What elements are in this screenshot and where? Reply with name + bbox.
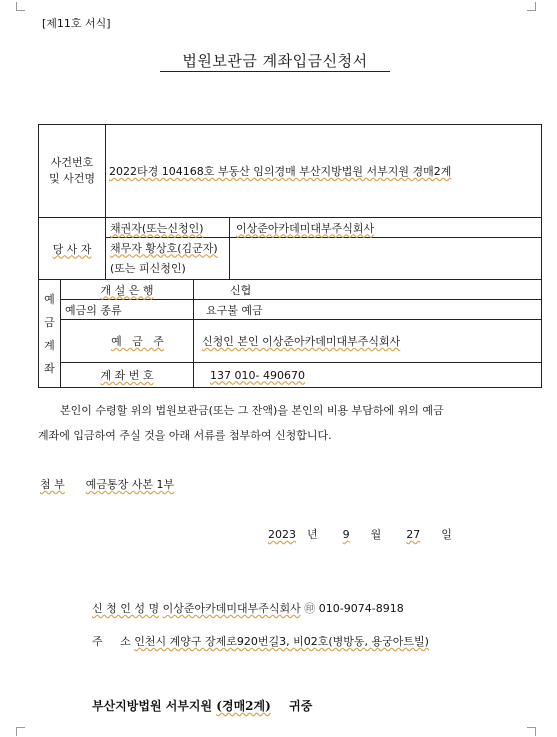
parties-label: 당 사 자 xyxy=(52,242,92,256)
attachment xyxy=(40,476,174,492)
date-month-unit: 월 xyxy=(370,528,382,541)
seal-mark: ㊞ xyxy=(304,602,316,615)
holder-label: 예 금 주 xyxy=(111,335,164,348)
form-number: [제11호 서식] xyxy=(42,17,111,30)
account-type-row xyxy=(39,300,542,320)
addressee-dept: (경매2계) xyxy=(216,699,271,713)
creditor-row xyxy=(39,218,542,238)
applicant-address-value: 인천시 계양구 장제로920번길3, 비02호(병방동, 용궁아트빌) xyxy=(134,635,429,648)
crop-mark-top-right xyxy=(527,2,536,11)
page-title: 법원보관금 계좌입금신청서 xyxy=(182,52,368,70)
side-char: 좌 xyxy=(44,361,55,375)
creditor-label: 채권자(또는신청인) xyxy=(110,221,204,235)
debtor-row xyxy=(39,238,542,280)
body-text-line-1: 본인이 수령할 위의 법원보관금(또는 그 잔액)을 본인의 비용 부담하에 위의 예금 xyxy=(60,404,444,417)
bank-label: 개 설 은 행 xyxy=(100,283,154,297)
date-day-unit: 일 xyxy=(441,528,452,541)
side-char: 금 xyxy=(44,315,55,329)
account-side-label xyxy=(39,280,61,388)
attachment-label: 첨 부 xyxy=(40,478,65,491)
applicant-phone: 010-9074-8918 xyxy=(318,602,404,615)
side-char: 예 xyxy=(44,292,55,306)
bank-row xyxy=(39,280,542,300)
account-number-row xyxy=(39,363,542,388)
side-char: 계 xyxy=(44,338,55,352)
applicant-name-value: 이상준아카데미대부주식회사 xyxy=(162,602,301,615)
holder-row xyxy=(39,320,542,363)
type-value: 요구불 예금 xyxy=(194,300,542,320)
applicant-address-label: 주 소 xyxy=(92,635,131,648)
date-year: 2023 xyxy=(268,528,296,541)
case-row xyxy=(39,125,542,218)
date-month: 9 xyxy=(342,528,350,541)
type-label: 예금의 종류 xyxy=(61,300,194,320)
creditor-value: 이상준아카데미대부주식회사 xyxy=(236,221,375,235)
holder-value: 신청인 본인 이상준아카데미대부주식회사 xyxy=(202,335,401,348)
title-underline xyxy=(160,71,390,72)
date-year-unit: 년 xyxy=(307,528,318,541)
body-text-line-2: 계좌에 입금하여 주실 것을 아래 서류를 첨부하여 신청합니다. xyxy=(38,429,332,442)
applicant-address-line xyxy=(92,633,429,649)
case-value: 2022타경 104168호 부동산 임의경매 부산지방법원 서부지원 경매2계 xyxy=(109,165,452,178)
date-day: 27 xyxy=(406,528,421,541)
applicant-name-line xyxy=(92,600,404,616)
number-label: 계 좌 번 호 xyxy=(100,369,154,382)
applicant-name-label: 신 청 인 성 명 xyxy=(92,602,160,615)
crop-mark-bottom-right xyxy=(527,727,536,736)
application-table xyxy=(38,124,542,388)
addressee-court: 부산지방법원 서부지원 xyxy=(92,699,213,713)
attachment-value: 예금통장 사본 1부 xyxy=(85,478,175,491)
addressee xyxy=(92,697,312,714)
case-label: 사건번호 및 사건명 xyxy=(39,125,106,218)
debtor-label-1: 채무자 황상호(김군자) xyxy=(110,241,218,255)
crop-mark-top-left xyxy=(16,2,25,11)
debtor-value xyxy=(230,238,542,280)
number-value: 137 010- 490670 xyxy=(210,368,305,382)
bank-value: 신협 xyxy=(194,280,542,300)
application-date xyxy=(268,526,452,542)
addressee-suffix: 귀중 xyxy=(289,699,313,713)
debtor-label-2: (또는 피신청인) xyxy=(110,261,186,275)
crop-mark-bottom-left xyxy=(16,727,25,736)
